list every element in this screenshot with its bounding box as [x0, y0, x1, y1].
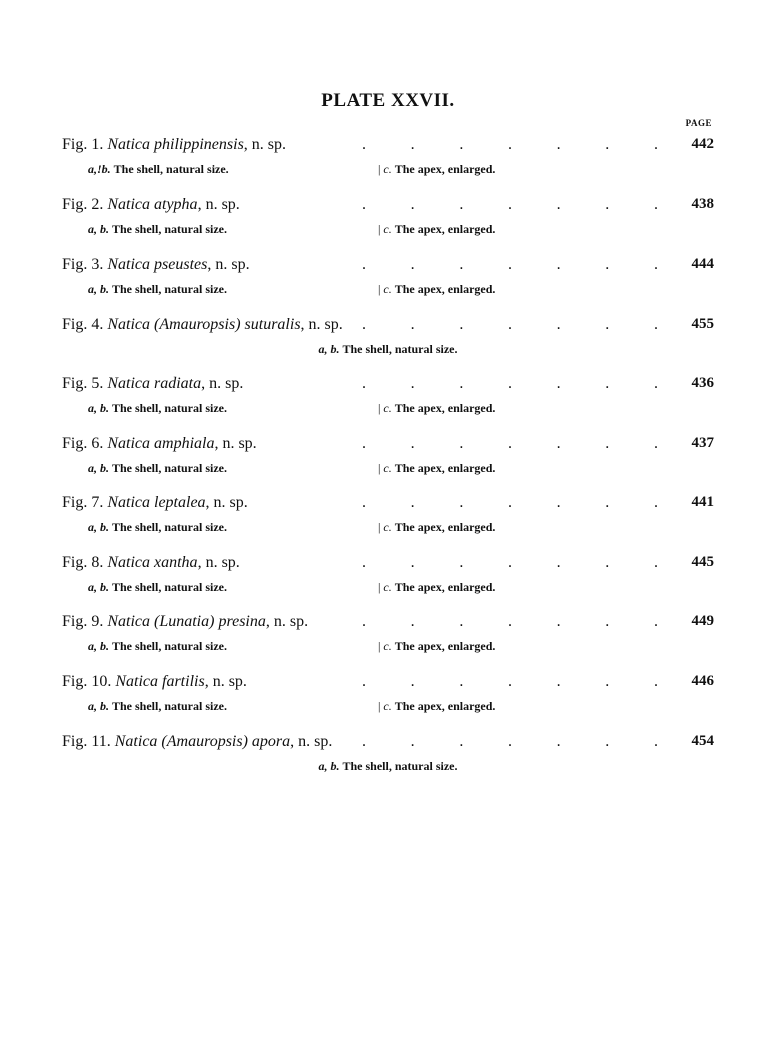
figure-label	[62, 494, 248, 512]
species-suffix: , n. sp.	[243, 136, 287, 153]
caption-text: The shell, natural size.	[112, 401, 228, 415]
caption-text: The shell, natural size.	[342, 759, 458, 773]
figure-number: Fig. 1.	[62, 136, 104, 153]
figure-entry	[62, 375, 714, 397]
apex-caption: | c. The apex, enlarged.	[378, 282, 496, 296]
apex-text: The apex, enlarged.	[394, 222, 496, 236]
apex-text: The apex, enlarged.	[394, 580, 496, 594]
leader-dots: . . . . . . .	[362, 554, 658, 571]
species-name: Natica fartilis	[115, 673, 205, 690]
figure-label	[62, 435, 257, 453]
page-column-heading: PAGE	[685, 118, 712, 128]
leader-dots: . . . . . . .	[362, 673, 658, 690]
leader-dots: . . . . . . .	[362, 435, 658, 452]
leader-dots: . . . . . . .	[362, 494, 658, 511]
figure-entry	[62, 554, 714, 576]
apex-caption: | c. The apex, enlarged.	[378, 401, 496, 415]
figure-number: Fig. 4.	[62, 316, 104, 333]
species-name: Natica philippinensis	[107, 136, 244, 153]
figure-caption	[88, 162, 708, 180]
apex-caption: | c. The apex, enlarged.	[378, 639, 496, 653]
shell-caption	[88, 282, 227, 297]
figure-caption	[88, 580, 708, 598]
species-name: Natica atypha	[107, 196, 198, 213]
page-number: 436	[691, 375, 714, 391]
figure-caption	[88, 639, 708, 657]
figure-label	[62, 613, 308, 631]
caption-text: The shell, natural size.	[112, 699, 228, 713]
figure-number: Fig. 10.	[62, 673, 112, 690]
figure-number: Fig. 8.	[62, 554, 104, 571]
apex-caption: | c. The apex, enlarged.	[378, 162, 496, 176]
apex-letter: c.	[383, 580, 392, 594]
page-number: 445	[691, 554, 714, 570]
apex-letter: c.	[383, 639, 392, 653]
leader-dots: . . . . . . .	[362, 316, 658, 333]
figure-caption	[88, 401, 708, 419]
caption-text: The shell, natural size.	[112, 461, 228, 475]
shell-caption	[88, 520, 227, 535]
figure-caption	[0, 759, 776, 777]
species-suffix: , n. sp.	[214, 435, 257, 452]
caption-letters: a, b.	[88, 699, 109, 713]
leader-dots: . . . . . . .	[362, 136, 658, 153]
figure-entry	[62, 196, 714, 218]
caption-letters: a, b.	[88, 461, 109, 475]
figure-number: Fig. 6.	[62, 435, 104, 452]
shell-caption	[88, 222, 227, 237]
figure-entry	[62, 316, 714, 338]
figure-number: Fig. 2.	[62, 196, 104, 213]
figure-caption	[88, 222, 708, 240]
species-suffix: , n. sp.	[207, 256, 250, 273]
apex-letter: c.	[383, 162, 392, 176]
figure-entry	[62, 494, 714, 516]
page-number: 449	[691, 613, 714, 629]
caption-text: The shell, natural size.	[342, 342, 458, 356]
caption-text: The shell, natural size.	[112, 580, 228, 594]
species-suffix: , n. sp.	[204, 673, 247, 690]
caption-text: The shell, natural size.	[112, 639, 228, 653]
apex-caption: | c. The apex, enlarged.	[378, 520, 496, 534]
page-number: 438	[691, 196, 714, 212]
figure-label	[62, 256, 250, 274]
apex-text: The apex, enlarged.	[394, 520, 496, 534]
shell-caption	[88, 699, 227, 714]
figure-caption	[88, 461, 708, 479]
page-number: 455	[691, 316, 714, 332]
page-number: 454	[691, 733, 714, 749]
apex-caption: | c. The apex, enlarged.	[378, 699, 496, 713]
page-number: 446	[691, 673, 714, 689]
figure-caption	[88, 282, 708, 300]
page-number: 437	[691, 435, 714, 451]
apex-text: The apex, enlarged.	[394, 162, 496, 176]
figure-label	[62, 196, 240, 214]
caption-letters: a, b.	[88, 401, 109, 415]
caption-text: The shell, natural size.	[112, 282, 228, 296]
figure-number: Fig. 5.	[62, 375, 104, 392]
leader-dots: . . . . . . .	[362, 196, 658, 213]
apex-letter: c.	[383, 461, 392, 475]
species-suffix: , n. sp.	[205, 494, 248, 511]
caption-letters: a, b.	[88, 520, 109, 534]
apex-letter: c.	[383, 282, 392, 296]
leader-dots: . . . . . . .	[362, 375, 658, 392]
figure-caption	[88, 520, 708, 538]
caption-letters: a, b.	[88, 282, 109, 296]
figure-entry	[62, 613, 714, 635]
species-suffix: , n. sp.	[197, 196, 240, 213]
apex-text: The apex, enlarged.	[394, 282, 496, 296]
figure-entry	[62, 435, 714, 457]
caption-text: The shell, natural size.	[113, 162, 229, 176]
figure-label	[62, 136, 286, 154]
shell-caption	[88, 639, 227, 654]
caption-letters: a, b.	[88, 639, 109, 653]
figure-number: Fig. 11.	[62, 733, 111, 750]
species-suffix: , n. sp.	[300, 316, 343, 333]
caption-letters: a, b.	[88, 580, 109, 594]
species-name: Natica leptalea	[107, 494, 206, 511]
species-name: Natica xantha	[107, 554, 198, 571]
apex-caption: | c. The apex, enlarged.	[378, 461, 496, 475]
apex-caption: | c. The apex, enlarged.	[378, 222, 496, 236]
caption-letters: a,!b.	[88, 162, 111, 176]
apex-text: The apex, enlarged.	[394, 401, 496, 415]
figure-caption	[0, 342, 776, 360]
figure-entry	[62, 256, 714, 278]
figure-number: Fig. 7.	[62, 494, 104, 511]
figure-number: Fig. 9.	[62, 613, 104, 630]
page-number: 444	[691, 256, 714, 272]
leader-dots: . . . . . . .	[362, 733, 658, 750]
figure-number: Fig. 3.	[62, 256, 104, 273]
species-name: Natica (Amauropsis) suturalis	[107, 316, 301, 333]
species-suffix: , n. sp.	[201, 375, 244, 392]
species-name: Natica (Amauropsis) apora	[114, 733, 291, 750]
species-name: Natica (Lunatia) presina	[107, 613, 266, 630]
figure-label	[62, 554, 240, 572]
shell-caption	[88, 401, 227, 416]
leader-dots: . . . . . . .	[362, 256, 658, 273]
species-name: Natica pseustes	[107, 256, 208, 273]
species-suffix: , n. sp.	[197, 554, 240, 571]
figure-caption	[88, 699, 708, 717]
page-number: 441	[691, 494, 714, 510]
species-suffix: , n. sp.	[290, 733, 333, 750]
apex-text: The apex, enlarged.	[394, 699, 496, 713]
caption-letters: a, b.	[318, 759, 340, 773]
apex-text: The apex, enlarged.	[394, 461, 496, 475]
apex-letter: c.	[383, 520, 392, 534]
figure-label	[62, 673, 247, 691]
figure-entry	[62, 136, 714, 158]
page-number: 442	[691, 136, 714, 152]
figure-label	[62, 733, 332, 751]
apex-letter: c.	[383, 401, 392, 415]
caption-text: The shell, natural size.	[112, 520, 228, 534]
apex-caption: | c. The apex, enlarged.	[378, 580, 496, 594]
plate-title: PLATE XXVII.	[321, 90, 455, 111]
shell-caption	[88, 461, 227, 476]
caption-text: The shell, natural size.	[112, 222, 228, 236]
apex-letter: c.	[383, 222, 392, 236]
species-name: Natica amphiala	[107, 435, 215, 452]
species-name: Natica radiata	[107, 375, 202, 392]
caption-letters: a, b.	[88, 222, 109, 236]
species-suffix: , n. sp.	[265, 613, 309, 630]
caption-letters: a, b.	[318, 342, 340, 356]
apex-letter: c.	[383, 699, 392, 713]
figure-label	[62, 375, 243, 393]
figure-entry	[62, 733, 714, 755]
leader-dots: . . . . . . .	[362, 613, 658, 630]
figure-entry	[62, 673, 714, 695]
shell-caption	[88, 162, 229, 177]
shell-caption	[88, 580, 227, 595]
figure-label	[62, 316, 343, 334]
apex-text: The apex, enlarged.	[394, 639, 496, 653]
